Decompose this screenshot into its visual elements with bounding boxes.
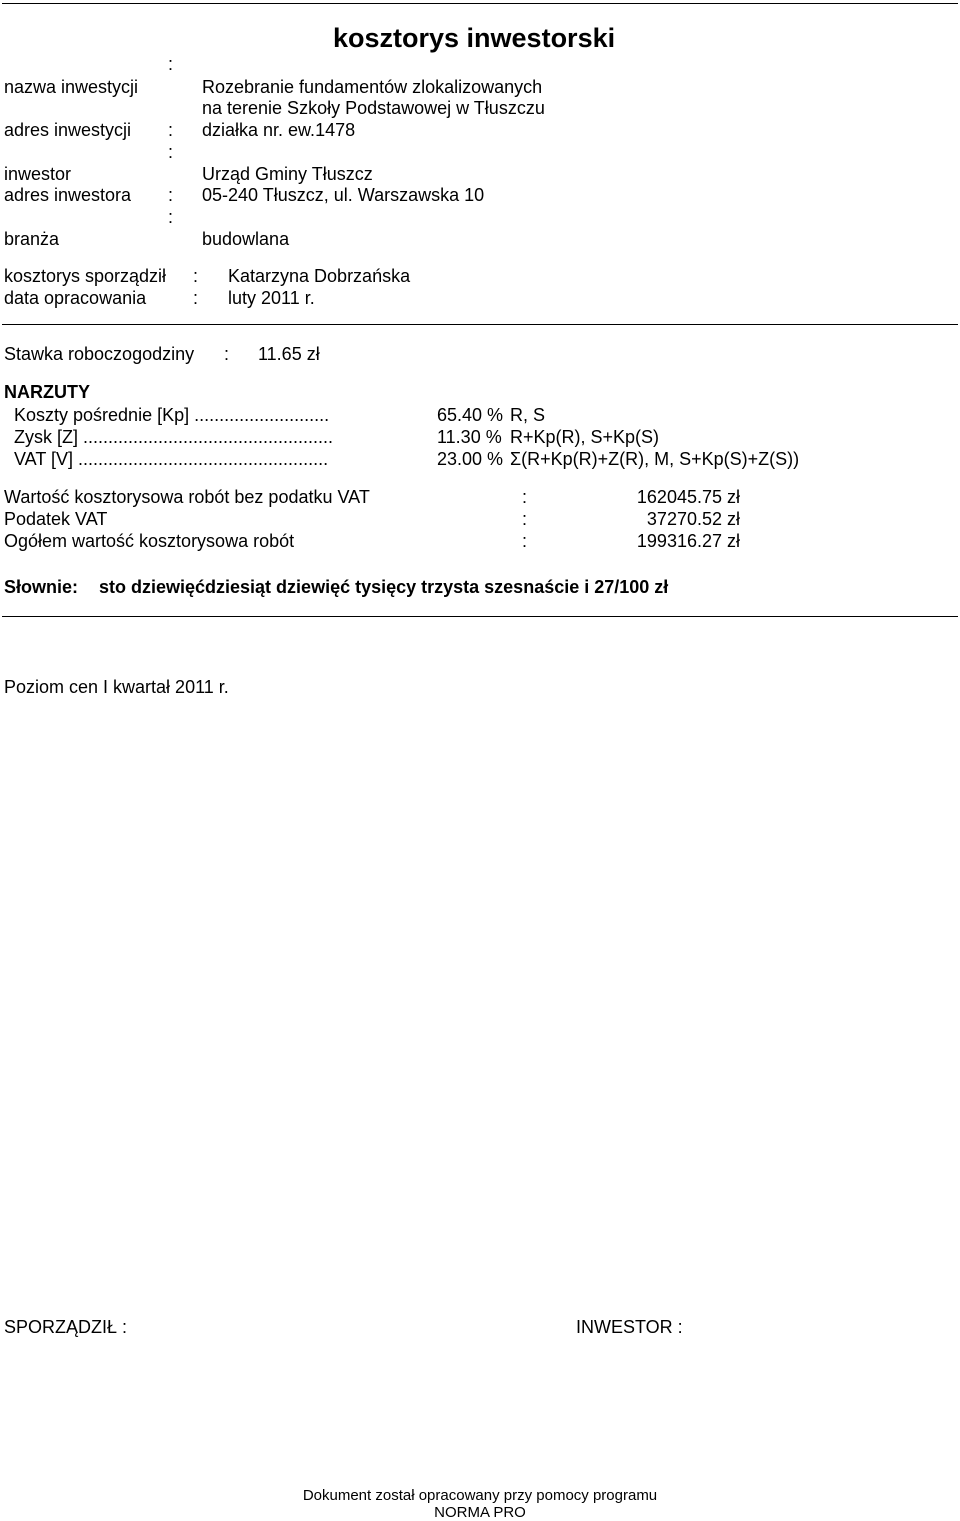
words-text: sto dziewięćdziesiąt dziewięć tysięcy trzysta szesnaście i 27/100 zł: [99, 577, 669, 597]
footer-line1: Dokument został opracowany przy pomocy programu: [302, 1487, 658, 1504]
surcharge-percent: 65.40 %: [437, 405, 504, 425]
colon: :: [193, 288, 199, 308]
summary-colon: :: [522, 531, 528, 551]
surcharge-percent: 23.00 %: [437, 449, 504, 469]
signature-prepared: SPORZĄDZIŁ :: [4, 1317, 128, 1337]
summary-label: Ogółem wartość kosztorysowa robót: [4, 531, 295, 551]
summary-colon: :: [522, 509, 528, 529]
prepared-by: Katarzyna Dobrzańska: [228, 266, 411, 286]
surcharge-percent: 11.30 %: [437, 427, 502, 447]
surcharge-base: R+Kp(R), S+Kp(S): [510, 427, 660, 447]
surcharge-label: VAT [V] ..................................................: [14, 449, 329, 469]
divider-rule: [2, 324, 958, 325]
date: luty 2011 r.: [228, 288, 315, 308]
top-rule: [2, 3, 958, 4]
colon: :: [168, 120, 174, 140]
colon: :: [168, 185, 174, 205]
page-title: kosztorys inwestorski: [333, 23, 616, 53]
surcharge-base: Σ(R+Kp(R)+Z(R), M, S+Kp(S)+Z(S)): [510, 449, 800, 469]
surcharge-label: Zysk [Z] ..................................................: [14, 427, 334, 447]
investment-name-line2: na terenie Szkoły Podstawowej w Tłuszczu: [202, 98, 545, 118]
footer-line2: NORMA PRO: [434, 1504, 526, 1521]
date-label: data opracowania: [4, 288, 147, 308]
colon: :: [168, 207, 174, 227]
colon: :: [168, 142, 174, 162]
investor-label: inwestor: [4, 164, 72, 184]
investment-name-label: nazwa inwestycji: [4, 77, 139, 97]
investor: Urząd Gminy Tłuszcz: [202, 164, 373, 184]
signature-investor: INWESTOR :: [576, 1317, 683, 1337]
rate-colon: :: [224, 344, 230, 364]
rate-value: 11.65 zł: [258, 344, 320, 364]
investment-address-label: adres inwestycji: [4, 120, 132, 140]
branch-label: branża: [4, 229, 60, 249]
rate-label: Stawka roboczogodziny: [4, 344, 195, 364]
summary-value: 162045.75 zł: [636, 487, 740, 507]
investor-address: 05-240 Tłuszcz, ul. Warszawska 10: [202, 185, 485, 205]
prepared-by-label: kosztorys sporządził: [4, 266, 167, 286]
colon: :: [193, 266, 199, 286]
surcharge-label: Koszty pośrednie [Kp] ...........................: [14, 405, 330, 425]
summary-value: 199316.27 zł: [636, 531, 740, 551]
summary-label: Podatek VAT: [4, 509, 108, 529]
investment-address: działka nr. ew.1478: [202, 120, 356, 140]
investor-address-label: adres inwestora: [4, 185, 132, 205]
summary-value: 37270.52 zł: [646, 509, 740, 529]
surcharge-base: R, S: [510, 405, 546, 425]
words-rule: [2, 616, 958, 617]
price-level: Poziom cen I kwartał 2011 r.: [4, 677, 229, 697]
summary-colon: :: [522, 487, 528, 507]
surcharges-heading: NARZUTY: [4, 382, 90, 402]
investment-name-line1: Rozebranie fundamentów zlokalizowanych: [202, 77, 543, 97]
words-label: Słownie:: [4, 577, 79, 597]
colon: :: [168, 54, 174, 74]
summary-label: Wartość kosztorysowa robót bez podatku VAT: [4, 487, 370, 507]
branch: budowlana: [202, 229, 290, 249]
